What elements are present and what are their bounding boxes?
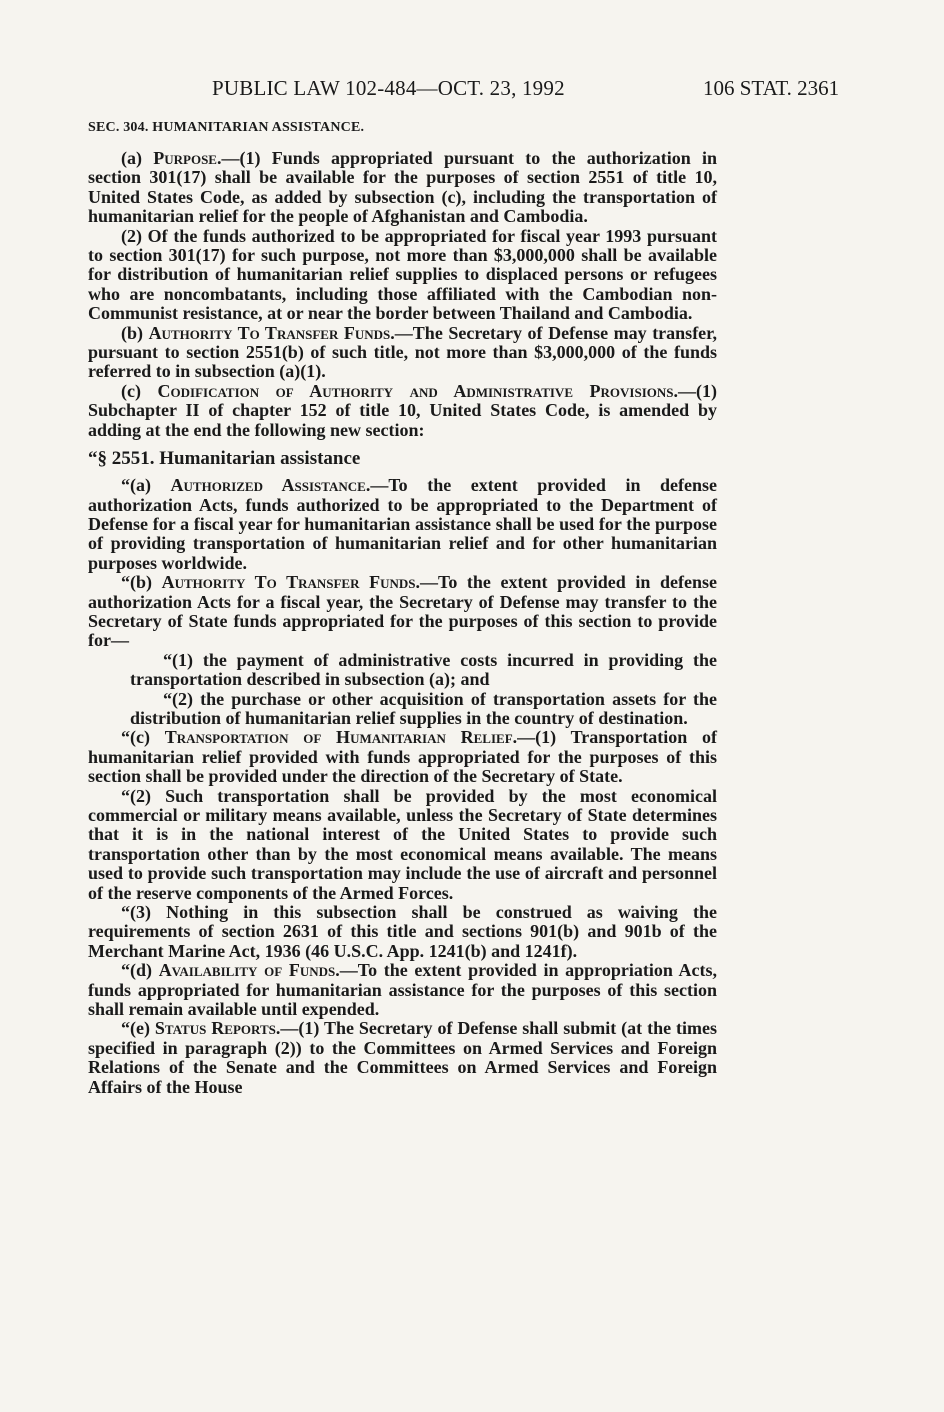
paragraph-heading: Purpose.: [153, 148, 222, 168]
new-section-heading: “§ 2551. Humanitarian assistance: [88, 448, 361, 470]
new-paragraph-e: [88, 1019, 717, 1097]
stat-page-number: 106 STAT. 2361: [703, 76, 840, 100]
paragraph-heading: Status Reports.: [154, 1018, 281, 1039]
paragraph-text: —(1) Subchapter II of chapter 152 of title 10, United States Code, is amended by adding at the end the following new section:: [88, 380, 717, 440]
page-header: [0, 76, 944, 106]
new-paragraph-d: [88, 961, 717, 1019]
paragraph-label: “(b): [121, 572, 162, 593]
paragraph-c: [88, 382, 717, 440]
paragraph-label: (a): [121, 148, 154, 168]
paragraph-b: [88, 324, 717, 382]
paragraph-label: (c): [121, 380, 158, 401]
new-paragraph-c2: “(2) Such transportation shall be provided by the most economical commercial or military means available, unless the Secretary of State determines that it is in the national interest of the United States to provide such transportation other than by the most economical means available. The means used to provide such transportation may include the use of aircraft and personnel of the reserve components of the Armed Forces.: [88, 785, 717, 903]
new-paragraph-a: [88, 476, 717, 573]
paragraph-heading: Codification of Authority and Administrative Provisions.: [157, 380, 678, 401]
paragraph-heading: Authorized Assistance.: [170, 475, 371, 496]
paragraph-label: “(c): [121, 727, 165, 748]
new-paragraph-b: [88, 573, 717, 651]
paragraph-text: —To the extent provided in appropriation Acts, funds appropriated for humanitarian assistance for the purposes of this section shall remain available until expended.: [88, 960, 718, 1020]
paragraph-label: “(e): [121, 1018, 155, 1039]
document-body: [88, 120, 717, 1097]
new-paragraph-b1: “(1) the payment of administrative costs incurred in providing the transportation described in subsection (a); and: [130, 649, 717, 690]
paragraph-heading: Authority To Transfer Funds.: [148, 322, 395, 343]
paragraph-text: —(1) Funds appropriated pursuant to the authorization in section 301(17) shall be available for the purposes of section 2551 of title 10, United States Code, as added by subsection (c), including the transportation of humanitarian relief for the people of Afghanistan and Cambodia.: [88, 148, 717, 227]
new-paragraph-b2: “(2) the purchase or other acquisition of transportation assets for the distribution of humanitarian relief supplies in the country of destination.: [130, 688, 717, 728]
running-head: PUBLIC LAW 102-484—OCT. 23, 1992: [212, 76, 565, 100]
paragraph-text: —The Secretary of Defense may transfer, pursuant to section 2551(b) of such title, not more than $3,000,000 of the funds referred to in subsection (a)(1).: [88, 322, 718, 382]
paragraph-text: —(1) Transportation of humanitarian relief provided with funds appropriated for the purposes of this section shall be provided under the direction of the Secretary of State.: [88, 727, 718, 787]
section-title: SEC. 304. HUMANITARIAN ASSISTANCE.: [88, 120, 365, 135]
paragraph-heading: Transportation of Humanitarian Relief.: [164, 727, 518, 748]
new-paragraph-c1: [88, 728, 717, 786]
paragraph-label: “(a): [121, 475, 171, 496]
new-paragraph-c3: “(3) Nothing in this subsection shall be construed as waiving the requirements of section 2631 of this title and sections 901(b) and 901b of the Merchant Marine Act, 1936 (46 U.S.C. App. 1241(b) and 1241f).: [88, 902, 717, 961]
paragraph-label: (b): [121, 322, 149, 343]
paragraph-a1: [88, 149, 717, 227]
paragraph-heading: Availability of Funds.: [158, 960, 340, 981]
paragraph-text: —To the extent provided in defense authorization Acts, funds authorized to be appropriated to the Department of Defense for a fiscal year for humanitarian assistance shall be used for the purpose of providing transportation of humanitarian relief and for other humanitarian purposes worldwide.: [88, 475, 717, 573]
paragraph-text: —To the extent provided in defense authorization Acts for a fiscal year, the Secretary of Defense may transfer to the Secretary of State funds appropriated for the purposes of this section to provide for—: [88, 572, 718, 651]
paragraph-a2: (2) Of the funds authorized to be appropriated for fiscal year 1993 pursuant to section 301(17) for such purpose, not more than $3,000,000 shall be available for distribution of humanitarian relief supplies to displaced persons or refugees who are noncombatants, including those affiliated with the Cambodian non-Communist resistance, at or near the border between Thailand and Cambodia.: [88, 225, 717, 324]
paragraph-label: “(d): [121, 960, 159, 981]
paragraph-heading: Authority To Transfer Funds.: [161, 572, 420, 593]
paragraph-text: —(1) The Secretary of Defense shall submit (at the times specified in paragraph (2)) to the Committees on Armed Services and Foreign Relations of the Senate and the Committees on Armed Services and Foreign Affairs of the House: [88, 1018, 718, 1097]
